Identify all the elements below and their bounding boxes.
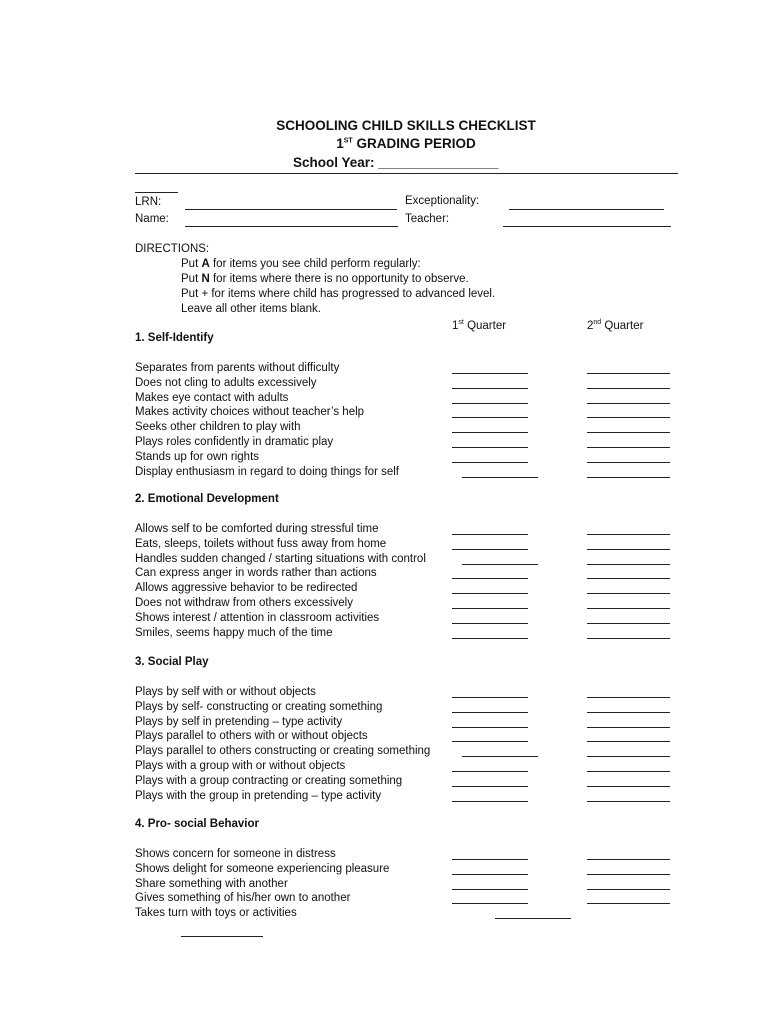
q1-blank[interactable]: [452, 593, 528, 594]
section-heading: 4. Pro- social Behavior: [135, 818, 259, 830]
q2-num: 2: [587, 319, 594, 332]
q1-blank[interactable]: [452, 638, 528, 639]
q2-blank[interactable]: [587, 697, 670, 698]
grading-period-text: GRADING PERIOD: [356, 136, 476, 151]
direction-line-4: Leave all other items blank.: [181, 303, 321, 315]
q1-blank[interactable]: [452, 786, 528, 787]
q2-text: Quarter: [604, 319, 644, 332]
q1-blank[interactable]: [452, 727, 528, 728]
q1-blank[interactable]: [452, 388, 528, 389]
section-heading: 1. Self-Identify: [135, 332, 214, 344]
short-divider: [135, 192, 178, 193]
checklist-item: Handles sudden changed / starting situations with control: [135, 552, 426, 565]
q1-blank[interactable]: [452, 549, 528, 550]
document-title: SCHOOLING CHILD SKILLS CHECKLIST: [276, 118, 536, 133]
teacher-label: Teacher:: [405, 213, 450, 225]
q2-blank[interactable]: [587, 593, 670, 594]
q2-blank[interactable]: [587, 786, 670, 787]
q1-blank[interactable]: [462, 477, 538, 478]
school-year: [293, 156, 498, 170]
q1-blank[interactable]: [452, 417, 528, 418]
checklist-item: Stands up for own rights: [135, 450, 260, 463]
q2-blank[interactable]: [587, 462, 670, 463]
q2-blank[interactable]: [181, 936, 263, 937]
checklist-item: Plays by self- constructing or creating something: [135, 700, 383, 713]
q1-blank[interactable]: [452, 623, 528, 624]
checklist-item: Plays by self in pretending – type activity: [135, 715, 343, 728]
checklist-item: Shows interest / attention in classroom activities: [135, 611, 380, 624]
q2-blank[interactable]: [587, 623, 670, 624]
direction-1-post: for items you see child perform regularly:: [209, 258, 421, 270]
lrn-field[interactable]: [185, 209, 397, 210]
checklist-item: Plays parallel to others with or without objects: [135, 730, 368, 743]
checklist-item: Does not cling to adults excessively: [135, 376, 317, 389]
directions-heading: DIRECTIONS:: [135, 243, 210, 255]
checklist-item: Display enthusiasm in regard to doing things for self: [135, 465, 400, 478]
q2-blank[interactable]: [587, 889, 670, 890]
q2-blank[interactable]: [587, 578, 670, 579]
direction-2-key: N: [201, 273, 210, 285]
checklist-item: Shows delight for someone experiencing pleasure: [135, 862, 390, 875]
checklist-item: Makes eye contact with adults: [135, 391, 289, 404]
school-year-blank: ________________: [378, 155, 499, 170]
q1-blank[interactable]: [452, 801, 528, 802]
checklist-item: Plays with a group contracting or creating something: [135, 774, 403, 787]
direction-1-key: A: [201, 258, 210, 270]
q1-blank[interactable]: [452, 608, 528, 609]
teacher-field[interactable]: [503, 226, 671, 227]
q2-blank[interactable]: [587, 403, 670, 404]
checklist-item: Plays with a group with or without objects: [135, 760, 346, 772]
checklist-item: Eats, sleeps, toilets without fuss away from home: [135, 537, 387, 550]
checklist-item: Smiles, seems happy much of the time: [135, 626, 333, 639]
q1-blank[interactable]: [452, 697, 528, 698]
q2-blank[interactable]: [587, 756, 670, 757]
q2-blank[interactable]: [587, 477, 670, 478]
direction-2-pre: Put: [181, 273, 202, 285]
q1-blank[interactable]: [462, 756, 538, 757]
grading-period: [0, 136, 768, 151]
grading-period-number: 1: [336, 136, 344, 151]
q1-blank[interactable]: [452, 741, 528, 742]
q1-blank[interactable]: [452, 903, 528, 904]
q2-blank[interactable]: [587, 771, 670, 772]
q1-blank[interactable]: [452, 712, 528, 713]
checklist-item: Plays with the group in pretending – type activity: [135, 789, 382, 802]
name-field[interactable]: [185, 226, 398, 227]
q1-num: 1: [452, 319, 459, 332]
direction-1-pre: Put: [181, 258, 202, 270]
checklist-item: Makes activity choices without teacher’s help: [135, 406, 365, 419]
q1-blank[interactable]: [452, 447, 528, 448]
column-header-q1: [452, 316, 506, 333]
name-label: Name:: [135, 213, 169, 225]
checklist-item: Seeks other children to play with: [135, 421, 301, 434]
checklist-item: Can express anger in words rather than actions: [135, 567, 377, 580]
checklist-item: Plays by self with or without objects: [135, 686, 316, 698]
school-year-label: School Year:: [293, 155, 375, 170]
section-heading: 3. Social Play: [135, 656, 209, 668]
q1-blank[interactable]: [452, 373, 528, 374]
section-heading: 2. Emotional Development: [135, 493, 279, 505]
q2-blank[interactable]: [587, 727, 670, 728]
q1-blank[interactable]: [452, 771, 528, 772]
q2-blank[interactable]: [587, 564, 670, 565]
column-header-q2: [587, 316, 643, 333]
q1-blank[interactable]: [452, 432, 528, 433]
q2-sup: nd: [593, 319, 602, 326]
q2-blank[interactable]: [587, 417, 670, 418]
q1-blank[interactable]: [452, 534, 528, 535]
q2-blank[interactable]: [587, 534, 670, 535]
q2-blank[interactable]: [587, 741, 670, 742]
exceptionality-field[interactable]: [509, 209, 664, 210]
direction-2-post: for items where there is no opportunity to observe.: [209, 273, 469, 285]
checklist-item: Plays parallel to others constructing or creating something: [135, 745, 431, 758]
direction-line-3: Put + for items where child has progressed to advanced level.: [181, 288, 496, 300]
q2-blank[interactable]: [587, 638, 670, 639]
q2-blank[interactable]: [587, 447, 670, 448]
q2-blank[interactable]: [587, 712, 670, 713]
q1-blank[interactable]: [452, 889, 528, 890]
q1-blank[interactable]: [495, 918, 571, 919]
q2-blank[interactable]: [587, 874, 670, 875]
q1-blank[interactable]: [452, 859, 528, 860]
q1-blank[interactable]: [452, 874, 528, 875]
direction-line-2: [181, 272, 469, 286]
q2-blank[interactable]: [587, 373, 670, 374]
q2-blank[interactable]: [587, 801, 670, 802]
q2-blank[interactable]: [587, 608, 670, 609]
checklist-item: Shows concern for someone in distress: [135, 848, 336, 860]
header-divider: [135, 173, 678, 174]
q2-blank[interactable]: [587, 549, 670, 550]
q2-blank[interactable]: [587, 388, 670, 389]
grading-period-suffix: ST: [343, 137, 353, 145]
q1-text: Quarter: [467, 319, 507, 332]
checklist-item: Allows aggressive behavior to be redirected: [135, 582, 358, 595]
q1-blank[interactable]: [452, 403, 528, 404]
q1-blank[interactable]: [462, 564, 538, 565]
checklist-item: Takes turn with toys or activities: [135, 907, 297, 920]
q2-blank[interactable]: [587, 432, 670, 433]
q1-sup: st: [458, 319, 464, 326]
checklist-item: Separates from parents without difficulty: [135, 362, 340, 374]
checklist-item: Allows self to be comforted during stressful time: [135, 523, 379, 535]
q1-blank[interactable]: [452, 578, 528, 579]
lrn-label: LRN:: [135, 196, 162, 208]
checklist-item: Gives something of his/her own to another: [135, 892, 351, 905]
checklist-item: Share something with another: [135, 877, 288, 890]
exceptionality-label: Exceptionality:: [405, 195, 480, 207]
checklist-item: Plays roles confidently in dramatic play: [135, 436, 334, 448]
q2-blank[interactable]: [587, 903, 670, 904]
checklist-item: Does not withdraw from others excessively: [135, 597, 353, 609]
q1-blank[interactable]: [452, 462, 528, 463]
q2-blank[interactable]: [587, 859, 670, 860]
direction-line-1: [181, 257, 421, 271]
